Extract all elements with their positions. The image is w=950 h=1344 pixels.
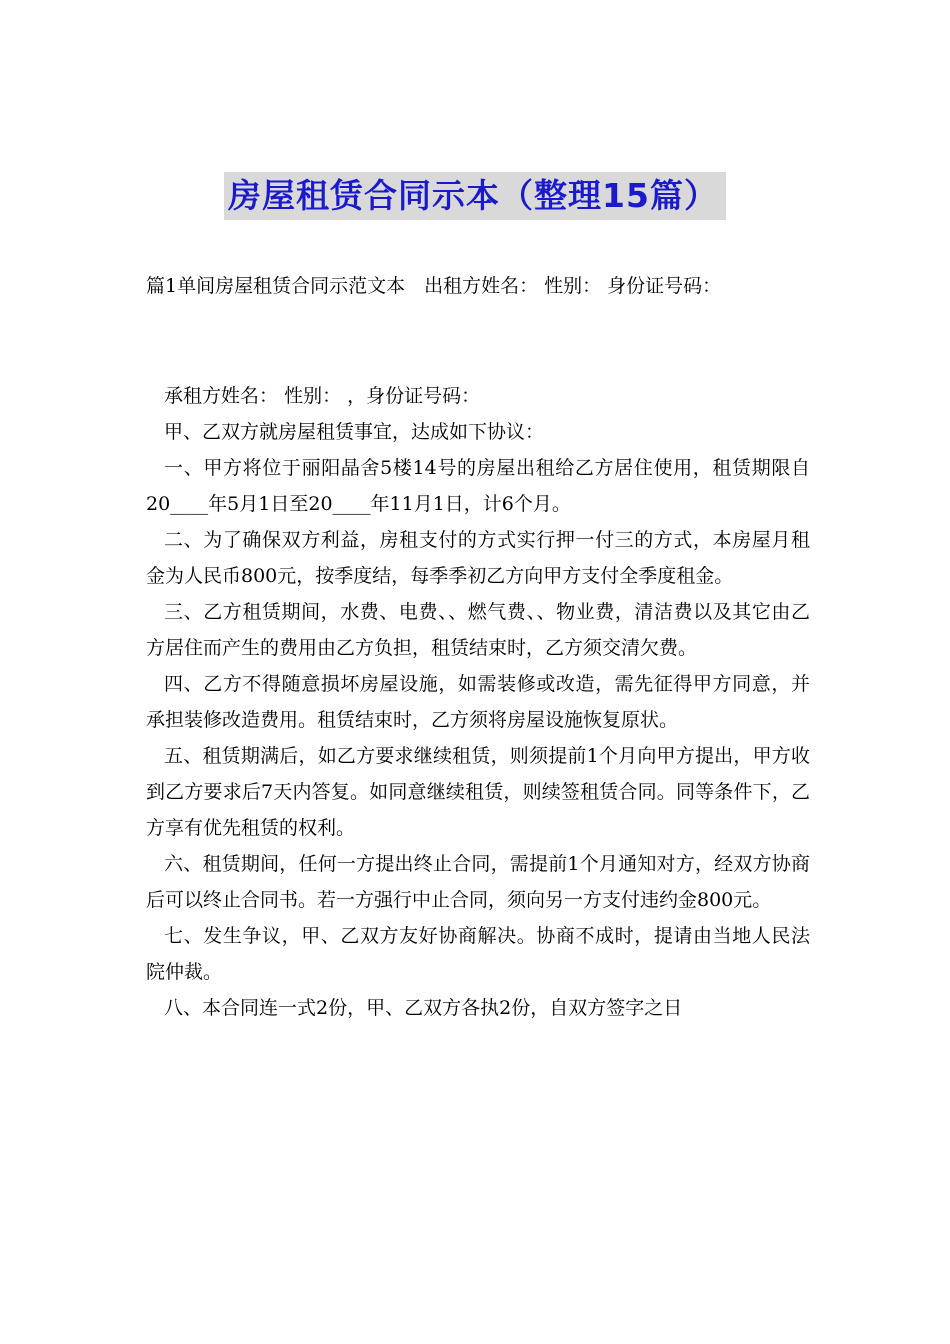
paragraph-clause-4: 四、乙方不得随意损坏房屋设施，如需装修或改造，需先征得甲方同意，并承担装修改造费用。租赁结束时，乙方须将房屋设施恢复原状。 <box>146 673 810 731</box>
paragraph-clause-5: 五、租赁期满后，如乙方要求继续租赁，则须提前1个月向甲方提出，甲方收到乙方要求后7天内答复。如同意继续租赁，则续签租赁合同。同等条件下，乙方享有优先租赁的权利。 <box>146 745 810 839</box>
contract-body <box>146 378 810 1026</box>
intro-line: 篇1单间房屋租赁合同示范文本 出租方姓名： 性别： 身份证号码： <box>146 275 722 297</box>
paragraph-clause-1: 一、甲方将位于丽阳晶舍5楼14号的房屋出租给乙方居住使用，租赁期限自20____年5月1日至20____年11月1日，计6个月。 <box>146 457 810 515</box>
paragraph-clause-7: 七、发生争议，甲、乙双方友好协商解决。协商不成时，提请由当地人民法院仲裁。 <box>146 925 810 983</box>
paragraph-clause-3: 三、乙方租赁期间，水费、电费、、燃气费、、物业费，清洁费以及其它由乙方居住而产生的费用由乙方负担，租赁结束时，乙方须交清欠费。 <box>146 601 810 659</box>
paragraph-agreement: 甲、乙双方就房屋租赁事宜，达成如下协议： <box>164 421 545 443</box>
paragraph-clause-2: 二、为了确保双方利益，房租支付的方式实行押一付三的方式，本房屋月租金为人民币800元，按季度结，每季季初乙方向甲方支付全季度租金。 <box>146 529 810 587</box>
paragraph-lessee: 承租方姓名： 性别： ，身份证号码： <box>164 385 481 407</box>
paragraph-clause-6: 六、租赁期间，任何一方提出终止合同，需提前1个月通知对方，经双方协商后可以终止合同书。若一方强行中止合同，须向另一方支付违约金800元。 <box>146 853 810 911</box>
document-title: 房屋租赁合同示本（整理15篇） <box>224 172 726 220</box>
paragraph-clause-8: 八、本合同连一式2份，甲、乙双方各执2份，自双方签字之日 <box>164 997 683 1019</box>
title-container <box>0 172 950 220</box>
